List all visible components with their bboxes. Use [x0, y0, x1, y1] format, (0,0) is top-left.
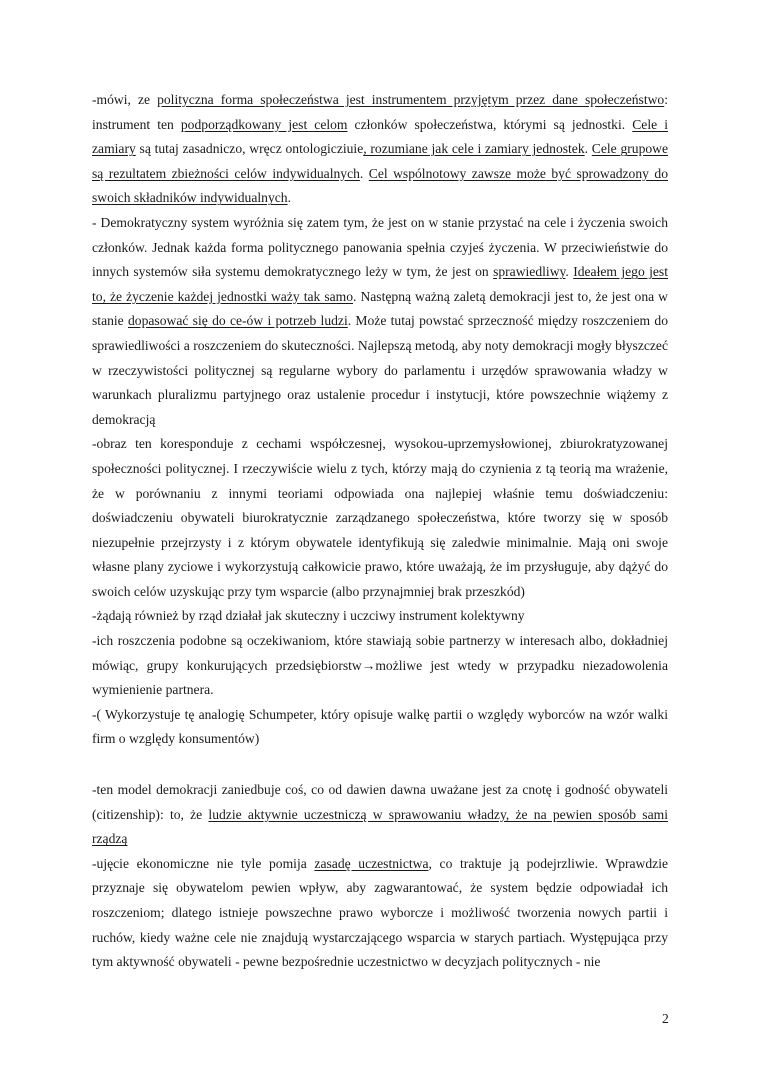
paragraph [92, 703, 668, 752]
text-run: -obraz ten koresponduje z cechami współczesnej, wysokou-uprzemysłowionej, zbiurokratyzowanej społeczności politycznej. I rzeczywiście wielu z tych, którzy mają do czynienia z tą teorią ma wrażenie, że w porównaniu z innymi teoriami odpowiada ona najlepiej właśnie temu doświadczeniu: doświadczeniu obywateli biurokratycznie zarządzanego społeczeństwa, które tworzy się w sposób niezupełnie przejrzysty i z którym obywatele identyfikują się zaledwie minimalnie. Mają oni swoje własne plany zyciowe i wykorzystują całkowicie prawo, które uważają, że im przysługuje, aby dążyć do swoich celów uzyskując przy tym wsparcie (albo przynajmniej brak przeszkód) [92, 436, 668, 599]
text-run: -ten model demokracji zaniedbuje coś, co od dawien dawna uważane jest za cnotę i godność obywateli (citizenship): to, że [92, 782, 668, 822]
paragraph [92, 211, 668, 432]
underlined-phrase: dopasować się do ce-ów i potrzeb ludzi [128, 313, 348, 329]
text-run: . Następną ważną zaletą demokracji jest to, że jest ona w stanie [92, 288, 669, 329]
underlined-phrase: zasadę uczestnictwa [314, 855, 429, 871]
text-run: są tutaj zasadniczo, wręcz ontologicziuie [135, 141, 364, 157]
underlined-phrase: Cele i zamiary [92, 116, 668, 157]
paragraph [92, 432, 668, 604]
text-run: -( Wykorzystuje tę analogię Schumpeter, który opisuje walkę partii o względy wyborców na wzór walki firm o względy konsumentów) [92, 706, 668, 747]
text-run: - Demokratyczny system wyróżnia się zatem tym, że jest on w stanie przystać na cele i życzenia swoich członków. Jednak każda forma politycznego panowania spełnia czyjeś życzenia. W przeciwieństwie do innych systemów siła systemu demokratycznego leży w tym, że jest on [92, 214, 668, 280]
underlined-phrase: sprawiedliwy [493, 264, 566, 280]
paragraph [92, 604, 668, 629]
underlined-phrase: Ideałem jego jest to, że życzenie każdej jednostki waży tak samo [92, 264, 669, 304]
body-text [92, 88, 668, 975]
text-run: . Może tutaj powstać sprzeczność między roszczeniem do sprawiedliwości a roszczeniem do skuteczności. Najlepszą metodą, aby noty demokracji mogły błyszczeć w rzeczywistości politycznej są regularne wybory do parlamentu i urzędów sprawowania władzy w warunkach pluralizmu partyjnego oraz ustalenie procedur i instytucji, które powszechnie wiążemy z demokracją [92, 313, 668, 427]
paragraph [92, 88, 668, 211]
paragraph [92, 852, 668, 975]
paragraph-gap [92, 752, 668, 778]
text-run: -ich roszczenia podobne są oczekiwaniom, które stawiają sobie partnerzy w interesach albo, dokładniej mówiąc, grupy konkurujących przedsiębiorstw [92, 633, 668, 673]
underlined-phrase: , rozumiane jak cele i zamiary jednostek [363, 141, 585, 157]
paragraph [92, 778, 668, 852]
text-run: . [359, 165, 369, 181]
text-run: -żądają również by rząd działał jak skuteczny i uczciwy instrument kolektywny [92, 608, 525, 624]
text-run: . [584, 141, 592, 157]
underlined-phrase: Cel wspólnotowy zawsze może być sprowadzony do swoich składników indywidualnych [92, 165, 668, 206]
text-run: możliwe jest wtedy w przypadku niezadowolenia wymienienie partnera. [92, 657, 668, 698]
underlined-phrase: podporządkowany jest celom [180, 116, 348, 132]
text-run: : instrument ten [92, 92, 668, 132]
underlined-phrase: polityczna forma społeczeństwa jest instrumentem przyjętym przez dane społeczeństwo [157, 92, 665, 107]
text-run: , co traktuje ją podejrzliwie. Wprawdzie przyznaje się obywatelom pewien wpływ, aby zagwarantować, że system będzie odpowiadał ich roszczeniom; dlatego istnieje powszechne prawo wyborcze i możliwość tworzenia nowych partii i ruchów, kiedy ważne cele nie znajdują wystarczającego wsparcia w starych partiach. Występująca przy tym aktywność obywateli - pewne bezpośrednie uczestnictwo w decyzjach politycznych - nie [92, 855, 669, 970]
text-run: → [361, 657, 376, 673]
text-run: -ujęcie ekonomiczne nie tyle pomija [92, 855, 315, 871]
text-run: . [287, 190, 291, 206]
text-run: . [565, 264, 574, 280]
text-run: -mówi, ze [92, 92, 158, 107]
text-run: członków społeczeństwa, którymi są jednostki. [347, 116, 633, 132]
page-number: 2 [662, 1011, 669, 1026]
underlined-phrase: Cele grupowe są rezultatem zbieżności celów indywidualnych [92, 141, 669, 181]
underlined-phrase: ludzie aktywnie uczestniczą w sprawowaniu władzy, że na pewien sposób sami rządzą [92, 806, 668, 847]
paragraph [92, 629, 668, 703]
